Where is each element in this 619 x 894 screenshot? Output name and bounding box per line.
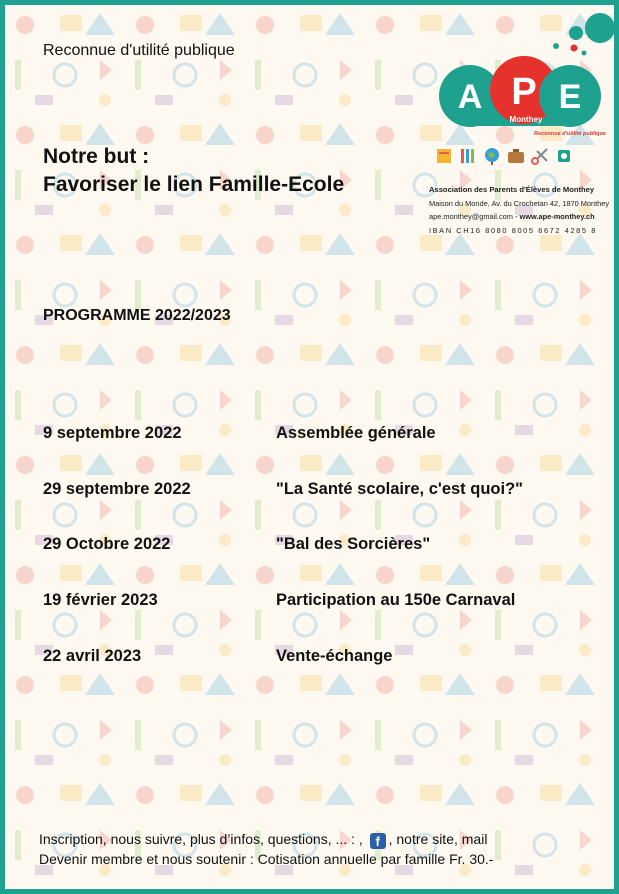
event-description: "La Santé scolaire, c'est quoi?" xyxy=(276,480,523,498)
program-title: PROGRAMME 2022/2023 xyxy=(43,307,231,324)
logo-tagline: Reconnue d'utilité publique xyxy=(534,131,606,137)
logo-letter-p: P xyxy=(511,71,537,113)
event-date: 9 septembre 2022 xyxy=(43,424,182,442)
footer-line-1-before: Inscription, nous suivre, plus d’infos, questions, ... : , xyxy=(39,831,363,847)
event-description: Assemblée générale xyxy=(276,424,436,442)
facebook-icon[interactable]: f xyxy=(370,833,386,849)
goal-heading xyxy=(43,143,344,199)
event-date: 22 avril 2023 xyxy=(43,647,142,665)
pencils-icon xyxy=(459,147,477,165)
logo-letter-a: A xyxy=(457,78,483,116)
association-email[interactable]: ape.monthey@gmail.com xyxy=(429,212,513,221)
goal-line-2: Favoriser le lien Famille-Ecole xyxy=(43,173,345,196)
event-description: "Bal des Sorcières" xyxy=(276,535,431,553)
association-info xyxy=(429,183,615,237)
footer-line-1 xyxy=(39,829,493,849)
logo-letter-e: E xyxy=(558,78,582,116)
event-description: Vente-échange xyxy=(276,647,393,665)
association-website[interactable]: www.ape-monthey.ch xyxy=(519,212,595,221)
scissors-icon xyxy=(531,147,549,165)
event-date: 29 septembre 2022 xyxy=(43,480,191,498)
ape-logo xyxy=(428,8,619,138)
globe-icon xyxy=(483,147,501,165)
footer-line-2: Devenir membre et nous soutenir : Cotisation annuelle par famille Fr. 30.- xyxy=(39,851,494,867)
logo-town: Monthey xyxy=(509,115,543,124)
goal-line-1: Notre but : xyxy=(43,145,150,168)
event-description: Participation au 150e Carnaval xyxy=(276,591,516,609)
footer-info xyxy=(39,829,493,869)
association-name: Association des Parents d'Élèves de Monthey xyxy=(429,185,595,194)
school-icons-row xyxy=(435,147,573,165)
association-iban: IBAN CH16 8080 8005 6672 4285 8 xyxy=(429,225,597,235)
association-contact xyxy=(429,210,615,224)
briefcase-icon xyxy=(507,147,525,165)
association-address: Maison du Monde, Av. du Crochetan 42, 1870 Monthey xyxy=(429,198,610,208)
contact-separator: - xyxy=(512,212,520,221)
footer-line-1-after: , notre site, mail xyxy=(388,831,488,847)
event-date: 29 Octobre 2022 xyxy=(43,535,171,553)
recognition-text: Reconnue d'utilité publique xyxy=(43,42,235,59)
book-icon xyxy=(435,147,453,165)
sharpener-icon xyxy=(555,147,573,165)
event-date: 19 février 2023 xyxy=(43,591,158,609)
